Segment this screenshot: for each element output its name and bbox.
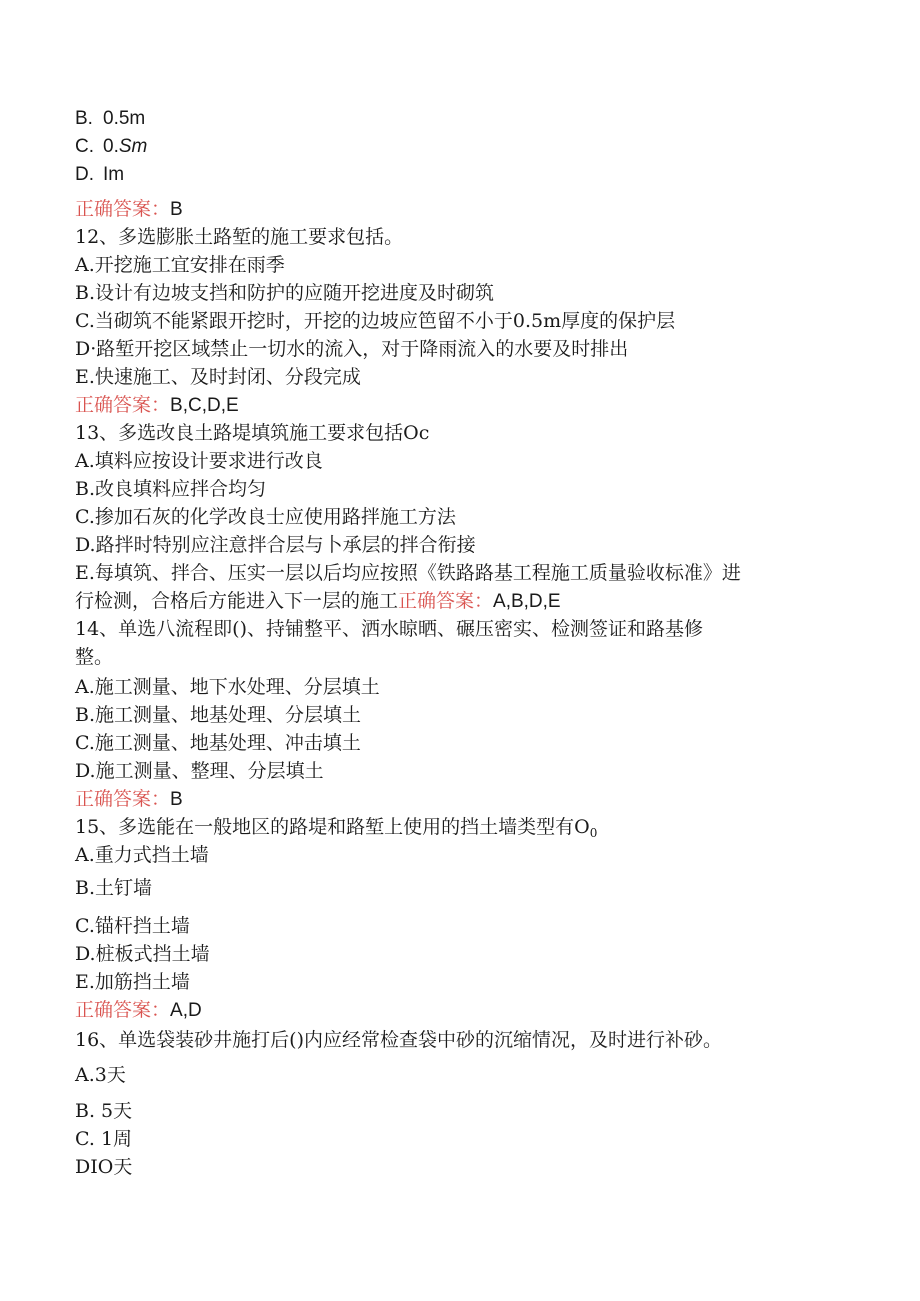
q16-title: 16、单选袋装砂井施打后()内应经常检查袋中砂的沉缩情况，及时进行补砂。 <box>75 1029 723 1051</box>
q15-option-a: A.重力式挡土墙 <box>75 844 209 866</box>
q11-answer <box>75 195 860 224</box>
answer-label: 正确答案： <box>75 788 171 810</box>
q15-option-e: E.加筋挡土墙 <box>75 971 190 993</box>
q15-title: 15、多选能在一般地区的路堤和路堑上使用的挡土墙类型有$O_0$ <box>75 816 598 840</box>
q14-option-c: C.施工测量、地基处理、冲击填土 <box>75 732 361 754</box>
q16-option-b: B. 5天 <box>75 1100 133 1122</box>
answer-value: B <box>170 789 183 810</box>
q15-option-d: D.桩板式挡土墙 <box>75 943 210 965</box>
q13-option-d: D.路拌时特别应注意拌合层与卜承层的拌合衔接 <box>75 534 476 556</box>
q11-option-d: D. Im <box>75 164 125 185</box>
q12-option-b: B.设计有边坡支挡和防护的应随开挖进度及时砌筑 <box>75 282 495 304</box>
q15-answer <box>75 996 860 1025</box>
answer-label: 正确答案： <box>75 198 171 220</box>
q11-option-c: C. 0.Sm <box>75 136 148 157</box>
q13-title: 13、多选改良土路堤填筑施工要求包括Oc <box>75 422 430 444</box>
q13-option-c: C.掺加石灰的化学改良士应使用路拌施工方法 <box>75 506 456 528</box>
answer-label: 正确答案： <box>75 394 171 416</box>
q15-option-b: B.土钉墙 <box>75 877 153 899</box>
q14-option-a: A.施工测量、地下水处理、分层填土 <box>75 676 380 698</box>
q14-option-d: D.施工测量、整理、分层填土 <box>75 760 324 782</box>
q13-option-e: E.每填筑、拌合、压实一层以后均应按照《铁路路基工程施工质量验收标准》进 <box>75 562 741 584</box>
q13-option-a: A.填料应按设计要求进行改良 <box>75 450 323 472</box>
q16-option-a: A.3天 <box>75 1064 126 1086</box>
q12-title: 12、多选膨胀土路堑的施工要求包括。 <box>75 226 404 248</box>
answer-label: 正确答案： <box>75 999 171 1021</box>
q14-answer <box>75 785 860 814</box>
q12-option-d: D·路堑开挖区域禁止一切水的流入，对于降雨流入的水要及时排出 <box>75 338 629 360</box>
q13-option-e-cont: 行检测，合格后方能进入下一层的施工正确答案：A,B,D,E <box>75 590 561 612</box>
answer-value: B <box>170 199 183 220</box>
q12-option-a: A.开挖施工宜安排在雨季 <box>75 254 285 276</box>
answer-label: 正确答案： <box>398 590 494 612</box>
q16-option-d: DIO天 <box>75 1156 133 1178</box>
q14-title-line1: 14、单选八流程即()、持铺整平、洒水晾晒、碾压密实、检测签证和路基修 <box>75 618 704 640</box>
q14-title-line2: 整。 <box>75 646 114 668</box>
q15-option-c: C.锚杆挡土墙 <box>75 915 190 937</box>
answer-value: A,D <box>170 1000 202 1021</box>
answer-value: B,C,D,E <box>170 395 239 416</box>
q13-option-b: B.改良填料应拌合均匀 <box>75 478 267 500</box>
q12-answer <box>75 391 860 420</box>
q14-option-b: B.施工测量、地基处理、分层填土 <box>75 704 362 726</box>
answer-value: A,B,D,E <box>493 591 561 612</box>
q16-option-c: C. 1周 <box>75 1128 133 1150</box>
q12-option-e: E.快速施工、及时封闭、分段完成 <box>75 366 361 388</box>
q11-option-b: B. 0.5m <box>75 108 146 129</box>
q12-option-c: C.当砌筑不能紧跟开挖时，开挖的边坡应笆留不小于0.5m厚度的保护层 <box>75 310 676 332</box>
